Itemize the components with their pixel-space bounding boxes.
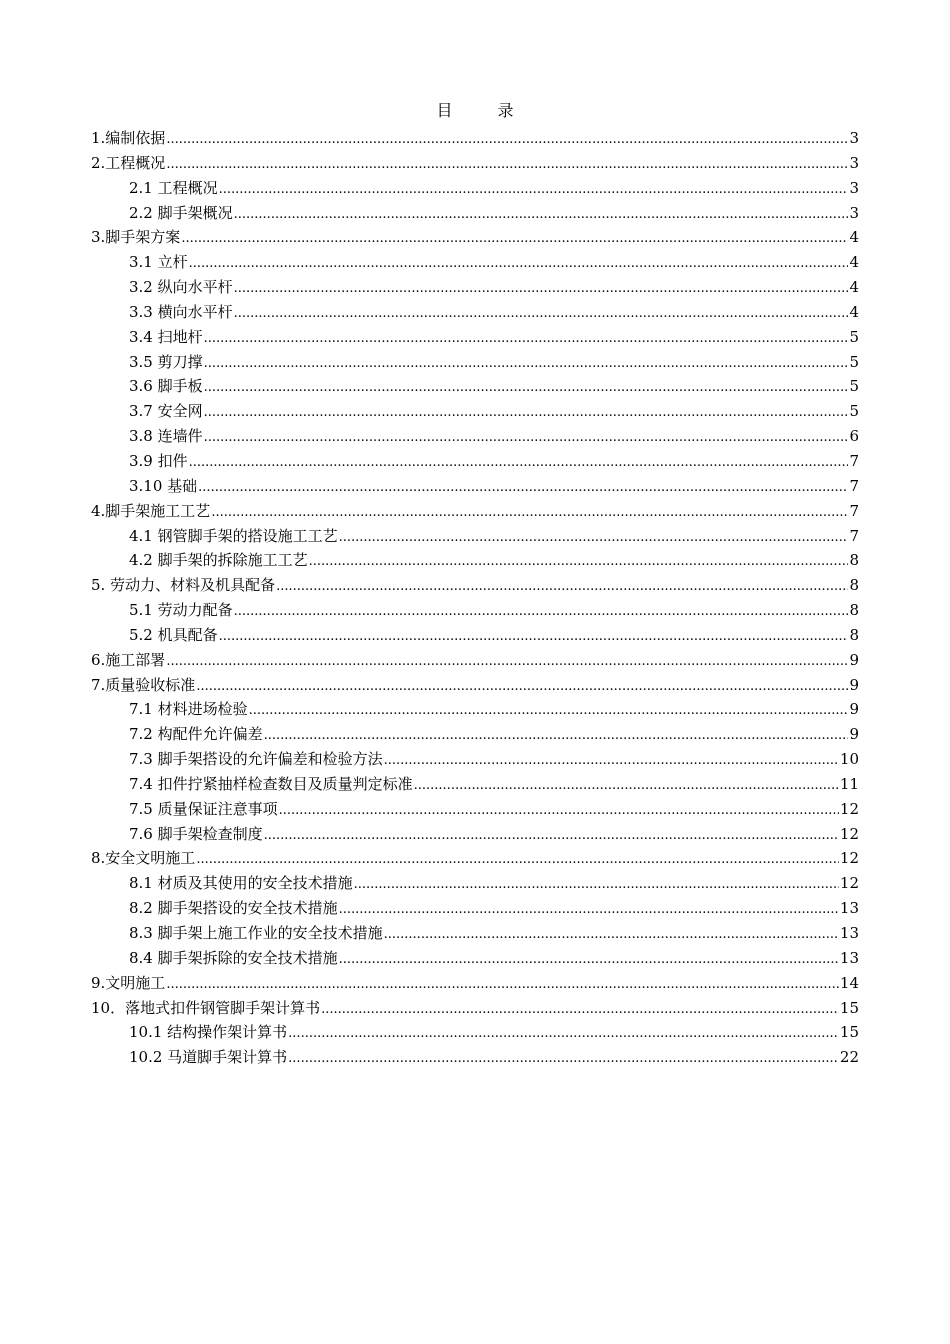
toc-entry[interactable]	[91, 996, 859, 1021]
toc-dot-leader	[189, 252, 849, 277]
toc-dot-leader	[211, 501, 848, 526]
toc-entry[interactable]	[91, 573, 859, 598]
toc-entry[interactable]	[91, 474, 859, 499]
toc-entry-label: 3.3 横向水平杆	[129, 302, 233, 321]
toc-entry[interactable]	[91, 871, 859, 896]
toc-entry[interactable]	[91, 524, 859, 549]
toc-entry-label: 10．落地式扣件钢管脚手架计算书	[91, 998, 321, 1017]
toc-dot-leader	[354, 873, 839, 898]
toc-dot-leader	[196, 848, 839, 873]
toc-dot-leader	[189, 451, 849, 476]
toc-entry[interactable]	[91, 1045, 859, 1070]
toc-entry[interactable]	[91, 623, 859, 648]
toc-entry-label: 3.6 脚手板	[129, 377, 203, 396]
toc-entry[interactable]	[91, 151, 859, 176]
toc-entry-page-number: 3	[849, 178, 859, 197]
toc-entry[interactable]	[91, 598, 859, 623]
toc-dot-leader	[234, 600, 849, 625]
toc-entry-label: 4.脚手架施工工艺	[91, 501, 211, 520]
toc-dot-leader	[219, 625, 849, 650]
toc-entry-label: 7.6 脚手架检查制度	[129, 824, 263, 843]
toc-entry-label: 7.5 质量保证注意事项	[129, 799, 278, 818]
toc-entry[interactable]	[91, 225, 859, 250]
toc-entry[interactable]	[91, 374, 859, 399]
table-of-contents	[91, 126, 859, 1070]
toc-entry[interactable]	[91, 300, 859, 325]
toc-entry[interactable]	[91, 822, 859, 847]
toc-entry[interactable]	[91, 325, 859, 350]
toc-entry[interactable]	[91, 449, 859, 474]
toc-dot-leader	[196, 675, 848, 700]
toc-entry-label: 7.3 脚手架搭设的允许偏差和检验方法	[129, 750, 383, 769]
toc-entry-page-number: 5	[849, 402, 859, 421]
toc-dot-leader	[204, 327, 849, 352]
toc-entry[interactable]	[91, 971, 859, 996]
toc-dot-leader	[219, 178, 849, 203]
toc-entry-label: 3.8 连墙件	[129, 427, 203, 446]
toc-entry-label: 3.脚手架方案	[91, 228, 181, 247]
toc-entry-page-number: 8	[849, 625, 859, 644]
toc-entry-page-number: 5	[849, 352, 859, 371]
toc-entry-page-number: 3	[849, 129, 859, 147]
toc-entry-page-number: 15	[839, 998, 859, 1017]
toc-dot-leader	[234, 277, 849, 302]
toc-entry-label: 3.4 扫地杆	[129, 327, 203, 346]
toc-dot-leader	[234, 203, 849, 228]
toc-entry[interactable]	[91, 250, 859, 275]
toc-entry-label: 3.9 扣件	[129, 451, 188, 470]
toc-dot-leader	[204, 426, 849, 451]
toc-entry-label: 8.3 脚手架上施工作业的安全技术措施	[129, 924, 383, 942]
toc-entry-label: 4.1 钢管脚手架的搭设施工工艺	[129, 526, 338, 545]
toc-entry-label: 8.安全文明施工	[91, 849, 196, 868]
toc-entry[interactable]	[91, 424, 859, 449]
toc-entry-page-number: 10	[839, 750, 859, 769]
toc-entry-page-number: 7	[849, 451, 859, 470]
toc-entry-label: 5. 劳动力、材料及机具配备	[91, 576, 276, 595]
toc-dot-leader	[204, 401, 849, 426]
toc-entry[interactable]	[91, 499, 859, 524]
toc-entry-page-number: 12	[839, 874, 859, 893]
toc-entry[interactable]	[91, 946, 859, 971]
toc-dot-leader	[279, 799, 839, 824]
toc-dot-leader	[264, 824, 839, 849]
toc-entry-page-number: 13	[839, 899, 859, 918]
toc-entry-label: 3.1 立杆	[129, 253, 188, 272]
toc-dot-leader	[384, 923, 839, 948]
toc-entry[interactable]	[91, 722, 859, 747]
toc-entry[interactable]	[91, 350, 859, 375]
toc-entry-label: 2.工程概况	[91, 153, 166, 172]
toc-dot-leader	[276, 575, 848, 600]
toc-dot-leader	[384, 749, 839, 774]
toc-entry-label: 10.1 结构操作架计算书	[129, 1023, 288, 1042]
toc-entry-label: 10.2 马道脚手架计算书	[129, 1048, 288, 1067]
toc-entry-label: 6.施工部署	[91, 650, 166, 669]
toc-dot-leader	[249, 699, 849, 724]
toc-entry-page-number: 13	[839, 948, 859, 967]
toc-dot-leader	[234, 302, 849, 327]
toc-dot-leader	[166, 153, 848, 178]
toc-entry-label: 3.7 安全网	[129, 402, 203, 421]
toc-entry-label: 4.2 脚手架的拆除施工工艺	[129, 551, 308, 570]
toc-entry-page-number: 12	[839, 799, 859, 818]
toc-entry-page-number: 5	[849, 377, 859, 396]
toc-entry-page-number: 11	[839, 774, 859, 793]
toc-entry[interactable]	[91, 648, 859, 673]
toc-entry-page-number: 12	[839, 849, 859, 868]
toc-dot-leader	[288, 1022, 839, 1047]
toc-dot-leader	[204, 352, 849, 377]
toc-entry-page-number: 8	[849, 551, 859, 570]
toc-title: 目 录	[436, 101, 534, 120]
toc-entry-page-number: 15	[839, 1023, 859, 1042]
toc-entry[interactable]	[91, 126, 859, 151]
toc-entry-label: 3.5 剪刀撑	[129, 352, 203, 371]
toc-entry-page-number: 8	[849, 601, 859, 620]
toc-dot-leader	[264, 724, 849, 749]
toc-dot-leader	[309, 550, 849, 575]
toc-entry-page-number: 9	[849, 700, 859, 719]
toc-entry-page-number: 9	[849, 650, 859, 669]
toc-dot-leader	[198, 476, 848, 501]
toc-entry[interactable]	[91, 673, 859, 698]
toc-dot-leader	[288, 1047, 839, 1072]
toc-dot-leader	[339, 898, 839, 923]
toc-entry-page-number: 9	[849, 725, 859, 744]
toc-dot-leader	[321, 998, 839, 1023]
toc-entry-label: 8.1 材质及其使用的安全技术措施	[129, 874, 353, 893]
toc-entry-label: 8.2 脚手架搭设的安全技术措施	[129, 899, 338, 918]
toc-entry-page-number: 3	[849, 153, 859, 172]
toc-dot-leader	[204, 376, 849, 401]
toc-entry-page-number: 13	[839, 924, 859, 942]
toc-entry-label: 2.2 脚手架概况	[129, 203, 233, 222]
toc-entry-label: 8.4 脚手架拆除的安全技术措施	[129, 948, 338, 967]
toc-entry-label: 5.1 劳动力配备	[129, 601, 233, 620]
toc-entry-page-number: 22	[839, 1048, 859, 1067]
toc-entry-label: 5.2 机具配备	[129, 625, 218, 644]
toc-entry[interactable]	[91, 846, 859, 871]
toc-dot-leader	[414, 774, 839, 799]
toc-entry-page-number: 9	[849, 675, 859, 694]
toc-entry-page-number: 7	[849, 501, 859, 520]
toc-entry[interactable]	[91, 797, 859, 822]
toc-entry-label: 7.质量验收标准	[91, 675, 196, 694]
toc-entry[interactable]	[91, 921, 859, 946]
toc-entry-page-number: 4	[849, 253, 859, 272]
toc-entry-page-number: 7	[849, 476, 859, 495]
toc-entry-page-number: 3	[849, 203, 859, 222]
toc-entry[interactable]	[91, 697, 859, 722]
toc-entry-label: 1.编制依据	[91, 129, 166, 147]
toc-entry[interactable]	[91, 1020, 859, 1045]
toc-entry[interactable]	[91, 747, 859, 772]
toc-entry[interactable]	[91, 275, 859, 300]
toc-entry-page-number: 6	[849, 427, 859, 446]
toc-entry-page-number: 4	[849, 302, 859, 321]
toc-entry-label: 2.1 工程概况	[129, 178, 218, 197]
toc-dot-leader	[339, 526, 849, 551]
toc-entry[interactable]	[91, 399, 859, 424]
toc-dot-leader	[166, 128, 848, 153]
toc-dot-leader	[166, 650, 848, 675]
toc-entry[interactable]	[91, 176, 859, 201]
toc-entry-label: 7.2 构配件允许偏差	[129, 725, 263, 744]
toc-entry-page-number: 7	[849, 526, 859, 545]
toc-dot-leader	[181, 227, 848, 252]
toc-entry-page-number: 4	[849, 228, 859, 247]
toc-entry[interactable]	[91, 548, 859, 573]
toc-entry-page-number: 12	[839, 824, 859, 843]
toc-entry-label: 3.2 纵向水平杆	[129, 278, 233, 297]
toc-entry-label: 7.1 材料进场检验	[129, 700, 248, 719]
toc-entry[interactable]	[91, 201, 859, 226]
toc-entry-page-number: 4	[849, 278, 859, 297]
toc-dot-leader	[339, 948, 839, 973]
toc-entry-page-number: 8	[849, 576, 859, 595]
toc-entry-page-number: 5	[849, 327, 859, 346]
toc-entry[interactable]	[91, 772, 859, 797]
toc-dot-leader	[166, 973, 839, 998]
toc-entry-label: 3.10 基础	[129, 476, 198, 495]
toc-entry-label: 7.4 扣件拧紧抽样检查数目及质量判定标准	[129, 774, 413, 793]
toc-entry[interactable]	[91, 896, 859, 921]
toc-entry-label: 9.文明施工	[91, 973, 166, 992]
toc-entry-page-number: 14	[839, 973, 859, 992]
